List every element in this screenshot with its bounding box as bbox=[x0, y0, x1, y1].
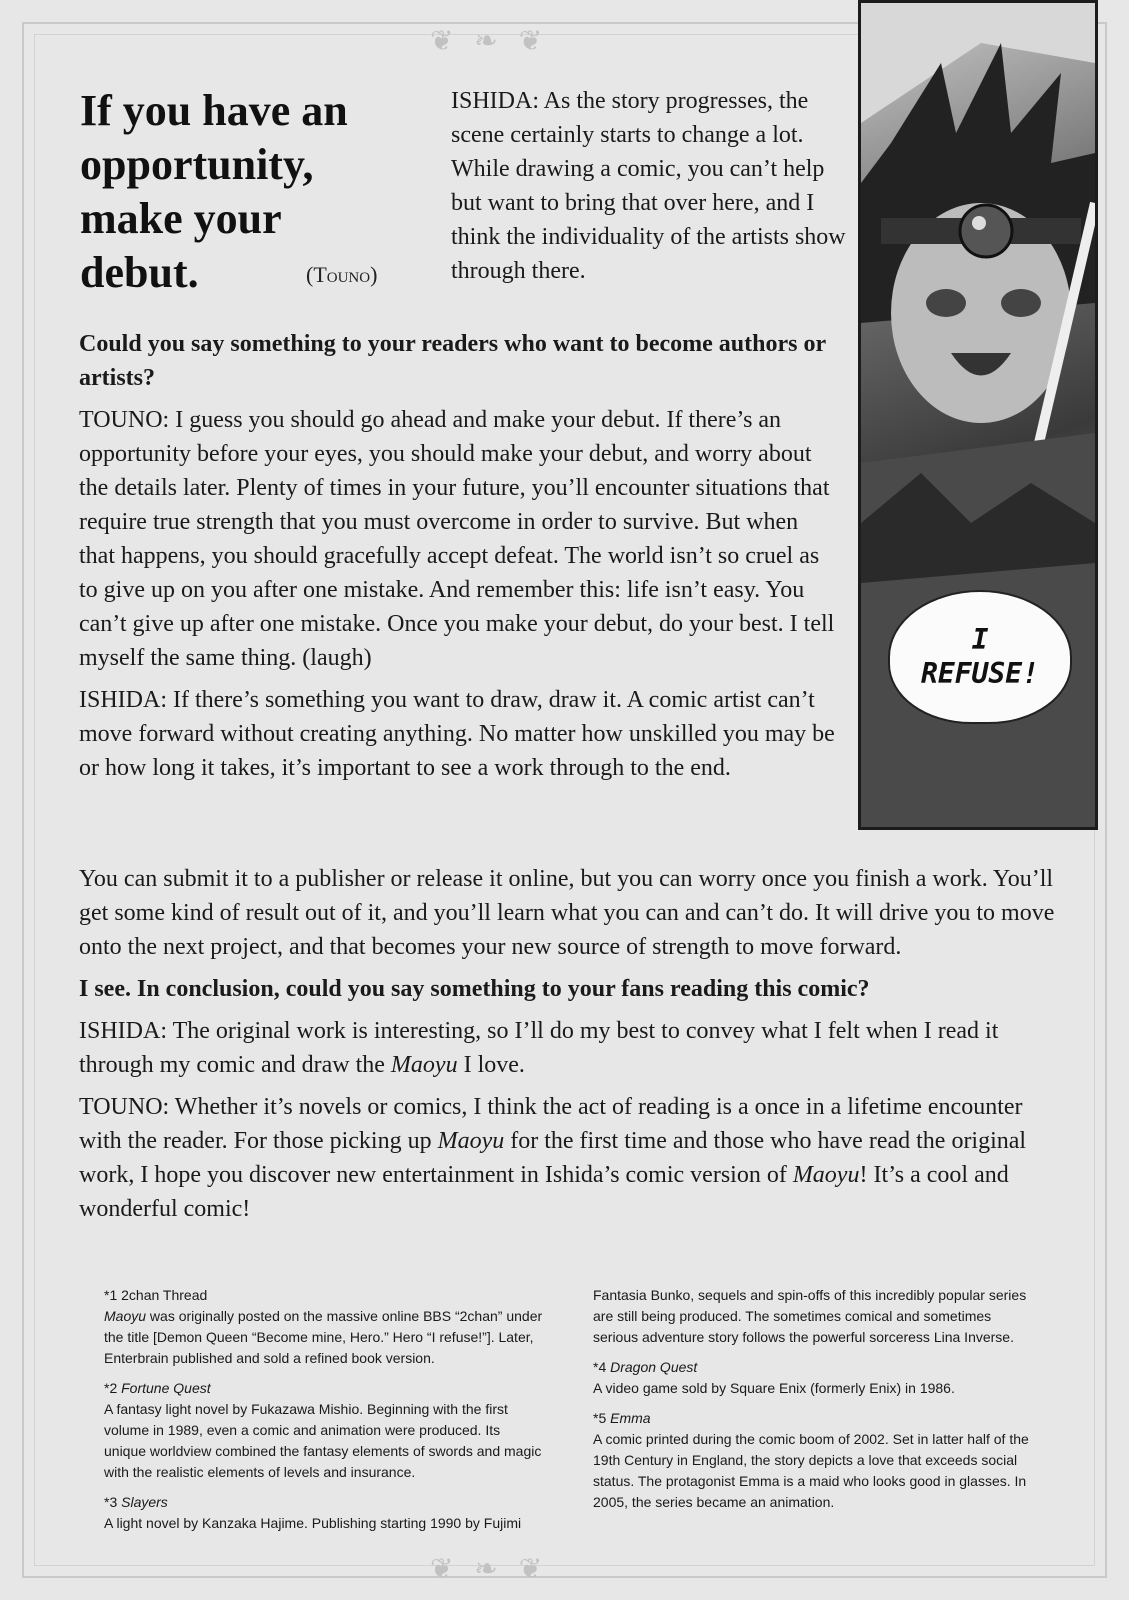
bottom-ornament-icon: ❦ ❧ ❦ bbox=[430, 1552, 549, 1585]
footnote-2: *2 Fortune Quest A fantasy light novel by Fukazawa Mishio. Beginning with the first volume in 1989, even a comic and animation were produced. Its unique worldview combined the fantasy elements of swords and magic with the realistic elements of levels and insurance. bbox=[104, 1378, 544, 1483]
pull-quote-headline: If you have an opportunity, make your debut. bbox=[80, 86, 348, 297]
intro-paragraph: ISHIDA: As the story progresses, the scene certainly starts to change a lot. While drawing a comic, you can’t help but want to bring that over here, and I think the individuality of the artists show through there. bbox=[451, 88, 846, 284]
question-authors-artists: Could you say something to your readers who want to become authors or artists? bbox=[79, 331, 826, 391]
footnote-body: A comic printed during the comic boom of 2002. Set in latter half of the 19th Century in England, the story depicts a love that exceeds social status. The protagonist Emma is a maid who looks good in glasses. In 2005, the series became an animation. bbox=[593, 1431, 1029, 1510]
pull-quote-attribution: (Touno) bbox=[306, 262, 378, 287]
top-ornament-icon: ❦ ❧ ❦ bbox=[430, 24, 549, 57]
footnote-1 bbox=[104, 1285, 544, 1369]
ishida-answer-continued: You can submit it to a publisher or release it online, but you can worry once you finish a work. You’ll get some kind of result out of it, and you’ll learn what you can and can’t do. It will drive you to move onto the next project, and that becomes your new source of strength to move forward. bbox=[79, 866, 1055, 960]
footnotes-right-column bbox=[593, 1285, 1038, 1522]
footnote-body: was originally posted on the massive online BBS “2chan” under the title [Demon Queen “Become mine, Hero.” Hero “I refuse!”]. Later, Enterbrain published and sold a refined book version. bbox=[104, 1308, 543, 1366]
speech-bubble bbox=[888, 590, 1072, 724]
maoyu-title: Maoyu bbox=[792, 1162, 860, 1188]
touno-answer-conclusion: TOUNO: Whether it’s novels or comics, I think the act of reading is a once in a lifetime encounter with the reader. For those picking up Maoyu for the first time and those who have read the original work, I hope you discover new entertainment in Ishida’s comic version of Maoyu! It’s a cool and wonderful comic! bbox=[79, 1094, 1027, 1222]
ishida-answer-draw: ISHIDA: If there’s something you want to draw, draw it. A comic artist can’t move forward without creating anything. No matter how unskilled you may be or how long it takes, it’s important to see a work through to the end. bbox=[79, 687, 835, 781]
footnote-body: A light novel by Kanzaka Hajime. Publishing starting 1990 by Fujimi bbox=[104, 1515, 522, 1531]
maoyu-title: Maoyu bbox=[437, 1128, 505, 1154]
footnote-title: Emma bbox=[610, 1410, 651, 1426]
footnote-heading: *1 2chan Thread bbox=[104, 1287, 208, 1303]
footnote-title: Maoyu bbox=[104, 1308, 147, 1324]
footnote-body: A fantasy light novel by Fukazawa Mishio. Beginning with the first volume in 1989, even a comic and animation were produced. Its unique worldview combined the fantasy elements of swords and magic with the realistic elements of levels and insurance. bbox=[104, 1401, 542, 1480]
footnote-title: Slayers bbox=[121, 1494, 168, 1510]
interview-continued bbox=[79, 862, 1064, 1234]
footnote-title: Dragon Quest bbox=[610, 1359, 698, 1375]
footnotes-left-column bbox=[104, 1285, 544, 1543]
footnote-5: *5 Emma A comic printed during the comic boom of 2002. Set in latter half of the 19th Century in England, the story depicts a love that exceeds social status. The protagonist Emma is a maid who looks good in glasses. In 2005, the series became an animation. bbox=[593, 1408, 1038, 1513]
footnote-body: A video game sold by Square Enix (formerly Enix) in 1986. bbox=[593, 1380, 955, 1396]
speech-bubble-line-2: REFUSE! bbox=[920, 657, 1039, 690]
footnote-3: *3 Slayers A light novel by Kanzaka Hajime. Publishing starting 1990 by Fujimi bbox=[104, 1492, 544, 1534]
ishida-answer-conclusion: ISHIDA: The original work is interesting, so I’ll do my best to convey what I felt when I read it through my comic and draw the Maoyu I love. bbox=[79, 1018, 999, 1078]
interview-column bbox=[79, 327, 839, 793]
maoyu-title: Maoyu bbox=[390, 1052, 458, 1078]
speech-bubble-line-1: I bbox=[971, 623, 989, 656]
footnote-3-continued: Fantasia Bunko, sequels and spin-offs of this incredibly popular series are still being produced. The sometimes comical and sometimes serious adventure story follows the powerful sorceress Lina Inverse. bbox=[593, 1287, 1027, 1345]
touno-answer-debut: TOUNO: I guess you should go ahead and make your debut. If there’s an opportunity before your eyes, you should make your debut, and worry about the details later. Plenty of times in your future, you’ll encounter situations that require true strength that you must overcome in order to survive. But when that happens, you should gracefully accept defeat. The world isn’t so cruel as to give up on you after one mistake. And remember this: life isn’t easy. You can’t give up after one mistake. Once you make your debut, do your best. I tell myself the same thing. (laugh) bbox=[79, 407, 835, 671]
footnote-title: Fortune Quest bbox=[121, 1380, 211, 1396]
footnote-4: *4 Dragon Quest A video game sold by Square Enix (formerly Enix) in 1986. bbox=[593, 1357, 1038, 1399]
question-conclusion: I see. In conclusion, could you say something to your fans reading this comic? bbox=[79, 976, 870, 1002]
